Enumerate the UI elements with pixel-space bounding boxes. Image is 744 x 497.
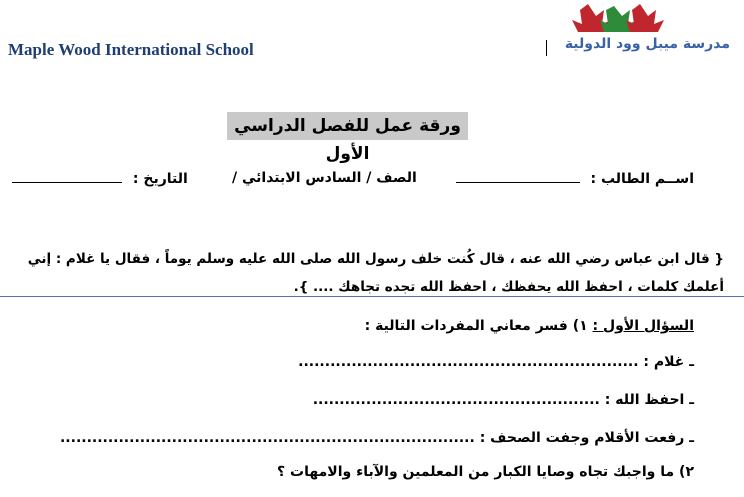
vocab-term-1: ـ غلام : (643, 354, 694, 370)
question-1-text: ١) فسر معاني المفردات التالية : (364, 318, 588, 334)
worksheet-title: ورقة عمل للفصل الدراسي الأول (227, 112, 468, 140)
vocab-item-1 (298, 354, 694, 370)
hadith-line-2: أعلمك كلمات ، احفظ الله يحفظك ، احفظ الله تجده تجاهك .... }. (293, 279, 724, 295)
question-2: ٢) ما واجبك تجاه وصايا الكبار من المعلمين والآباء والامهات ؟ (277, 464, 694, 480)
hadith-line-1: { قال ابن عباس رضي الله عنه ، قال كُنت خلف رسول الله صلى الله عليه وسلم يوماً ، فقال يا غلام : إني (27, 251, 724, 267)
vocab-answer-3[interactable]: .............................................................................. (59, 430, 475, 446)
date-blank[interactable] (12, 170, 122, 183)
maple-leaf-red-shape-2 (626, 4, 664, 32)
date-label: التاريخ : (132, 171, 188, 187)
vocab-answer-1[interactable]: ................................................................ (298, 354, 639, 370)
date-field (12, 170, 188, 187)
vocab-answer-2[interactable]: ...................................................... (312, 392, 600, 408)
student-name-blank[interactable] (456, 170, 580, 183)
vocab-item-2 (313, 392, 694, 408)
vocab-item-3 (60, 430, 694, 446)
question-1 (365, 318, 694, 334)
maple-leaf-logo (548, 2, 678, 64)
grade-field (232, 170, 417, 186)
divider-line (0, 296, 744, 297)
school-name-arabic: مدرسة ميبل وود الدولية (564, 36, 730, 52)
school-name-english: Maple Wood International School (8, 40, 254, 59)
text-cursor (546, 40, 547, 56)
vocab-term-2: ـ احفظ الله : (604, 392, 694, 408)
student-name-field (456, 170, 694, 187)
vocab-term-3: ـ رفعت الأقلام وجفت الصحف : (479, 430, 694, 446)
grade-label: الصف / السادس الابتدائي / (232, 170, 417, 186)
student-name-label: اســم الطالب : (590, 171, 694, 187)
question-1-heading: السؤال الأول : (592, 318, 694, 334)
